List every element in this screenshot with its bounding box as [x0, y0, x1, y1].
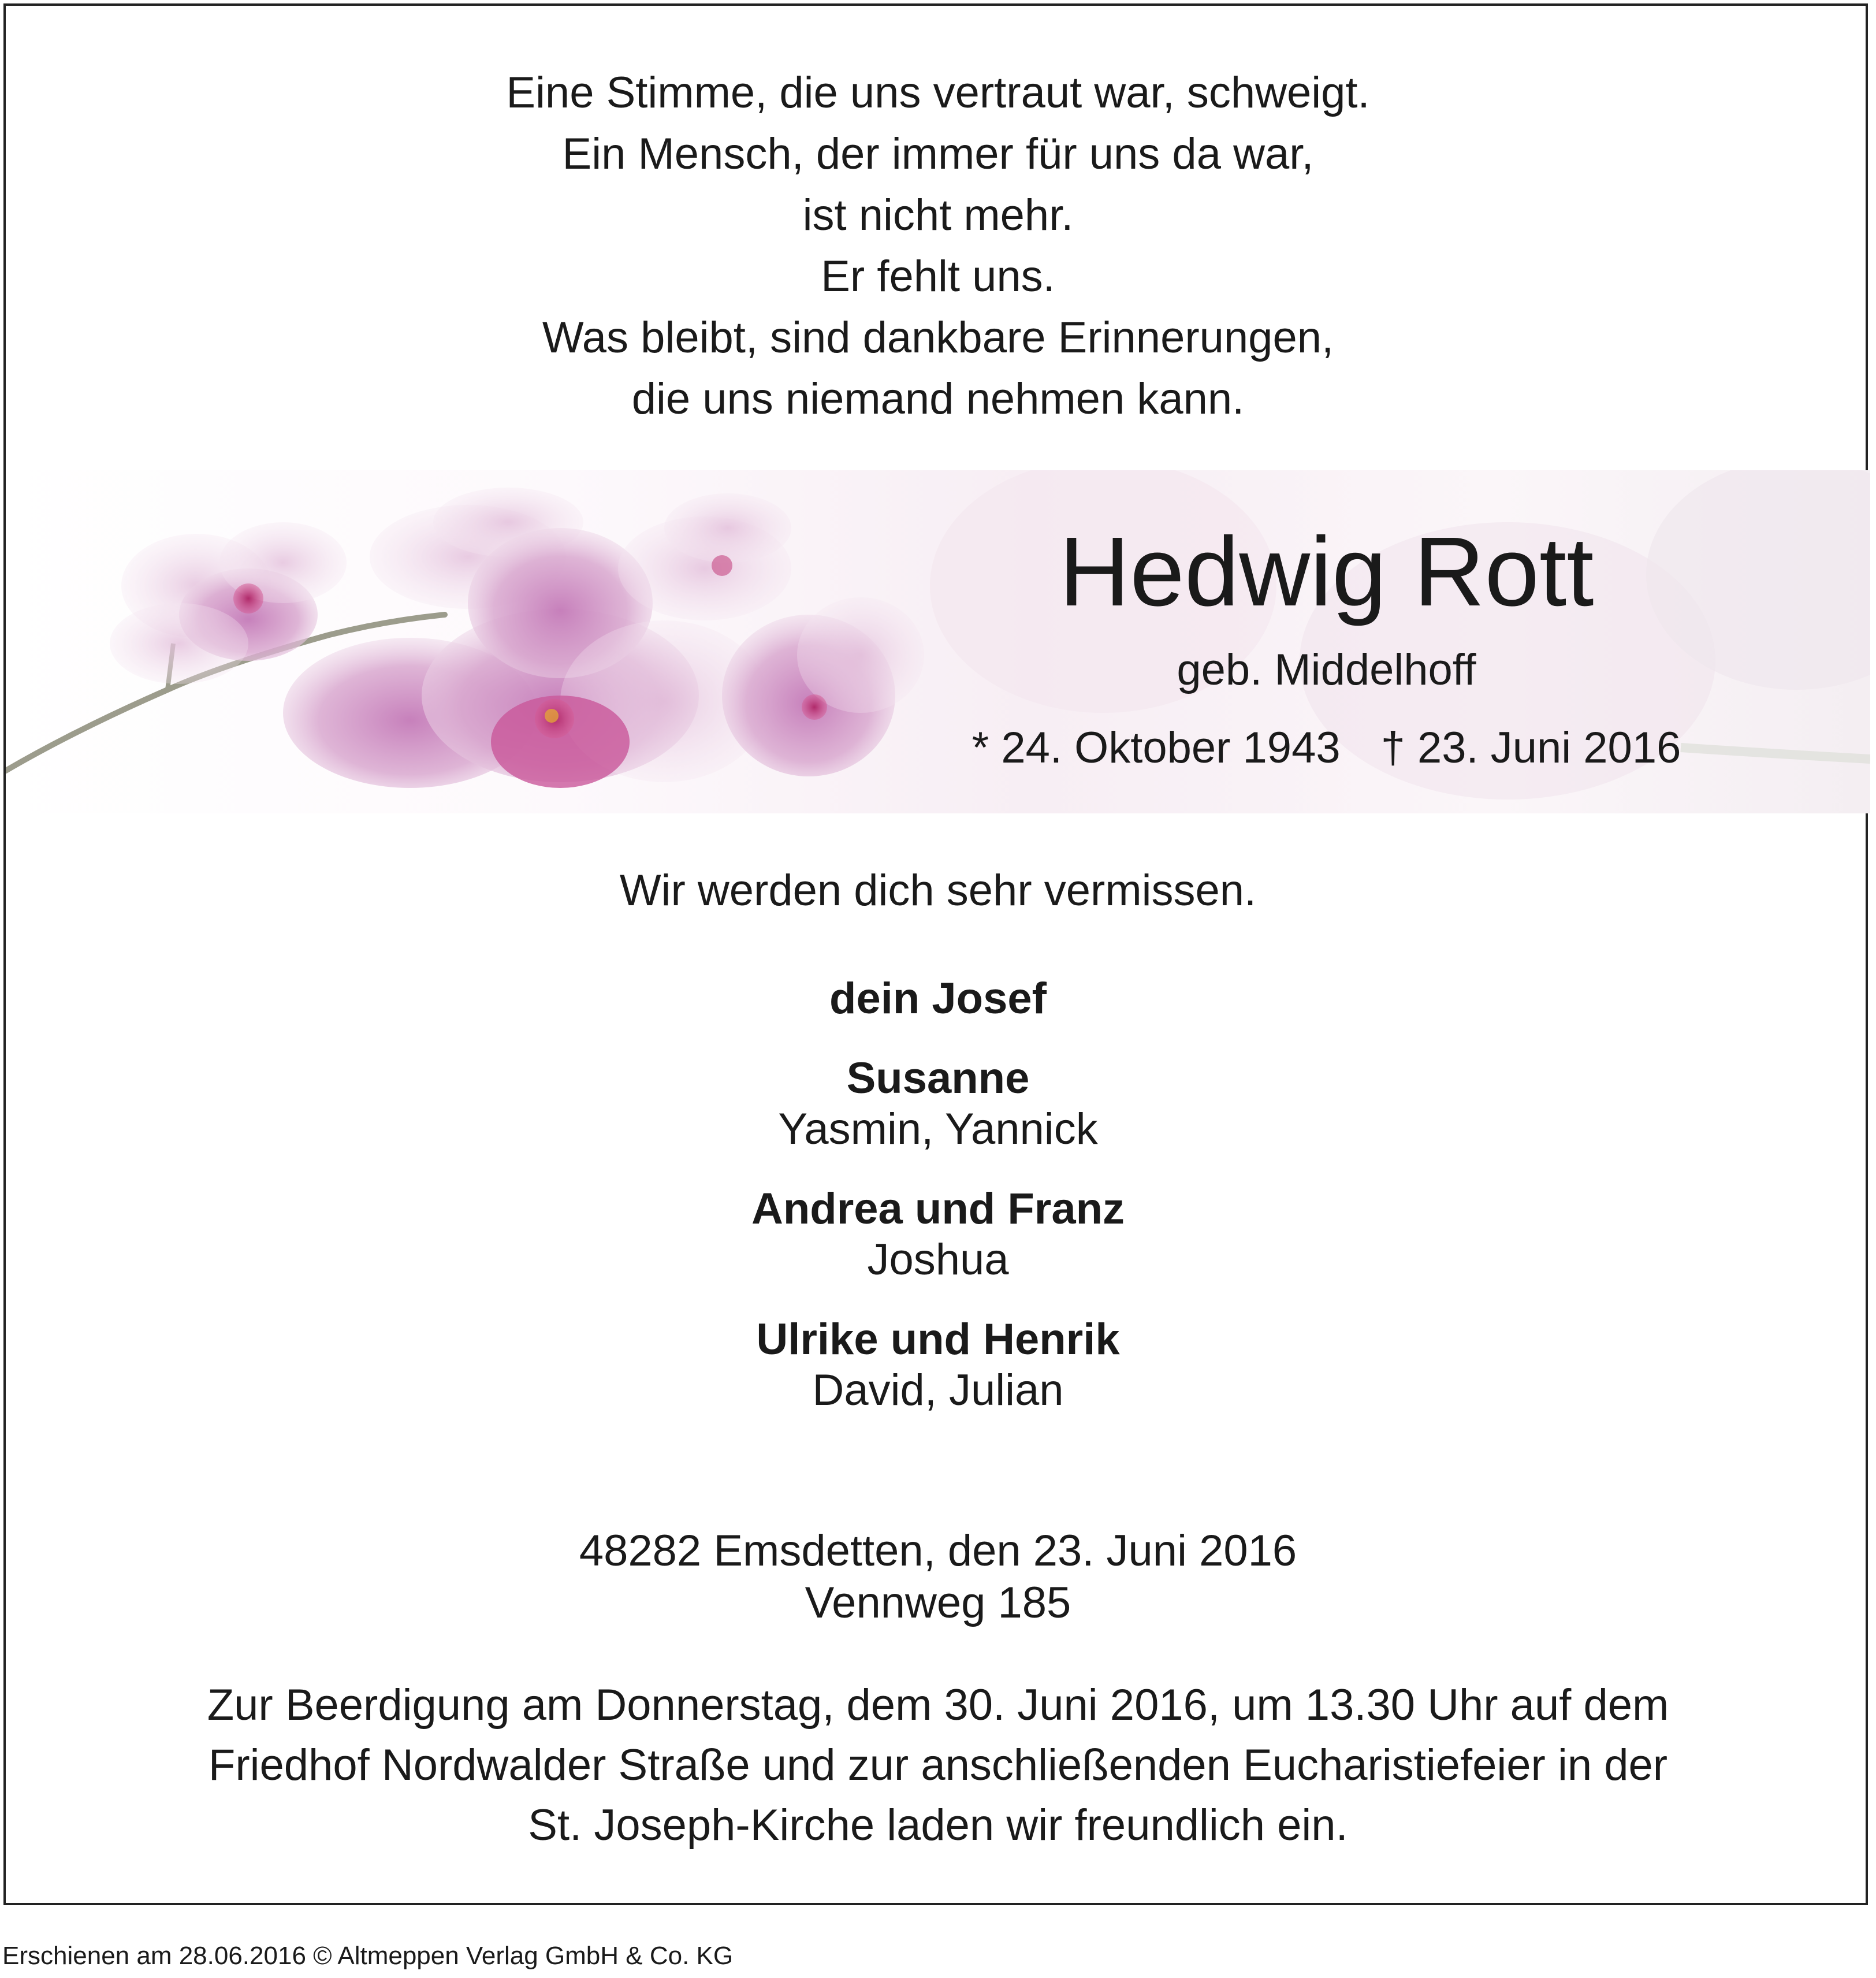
signer-main: Andrea und Franz — [751, 1184, 1125, 1233]
signer-sub: David, Julian — [812, 1366, 1064, 1415]
poem-line: Er fehlt uns. — [821, 252, 1055, 301]
signer-main: Susanne — [846, 1054, 1030, 1103]
address-line: Vennweg 185 — [805, 1578, 1071, 1627]
signer-group — [0, 1314, 1876, 1416]
birth-date: * 24. Oktober 1943 — [972, 723, 1341, 772]
funeral-line: St. Joseph-Kirche laden wir freundlich ein. — [528, 1801, 1348, 1850]
poem — [0, 62, 1876, 430]
place-date — [0, 1525, 1876, 1629]
poem-line: Ein Mensch, der immer für uns da war, — [562, 129, 1314, 179]
signer-group — [0, 1184, 1876, 1285]
funeral-info — [0, 1675, 1876, 1856]
signer-group — [0, 973, 1876, 1024]
place-line: 48282 Emsdetten, den 23. Juni 2016 — [579, 1526, 1297, 1575]
signer-sub: Yasmin, Yannick — [778, 1105, 1098, 1154]
signer-main: dein Josef — [829, 974, 1047, 1023]
poem-line: ist nicht mehr. — [802, 191, 1074, 240]
poem-line: Was bleibt, sind dankbare Erinnerungen, — [542, 313, 1334, 362]
signer-sub: Joshua — [867, 1235, 1009, 1284]
poem-line: die uns niemand nehmen kann. — [631, 374, 1245, 423]
signer-group — [0, 1053, 1876, 1155]
life-dates — [751, 719, 1876, 777]
poem-line: Eine Stimme, die uns vertraut war, schweigt. — [506, 68, 1370, 117]
maiden-name: geb. Middelhoff — [1177, 645, 1476, 694]
signer-main: Ulrike und Henrik — [756, 1315, 1120, 1364]
deceased-name: Hedwig Rott — [1059, 517, 1594, 627]
death-date: † 23. Juni 2016 — [1380, 723, 1681, 772]
publication-footer: Erschienen am 28.06.2016 © Altmeppen Verlag GmbH & Co. KG — [2, 1942, 734, 1970]
funeral-line: Friedhof Nordwalder Straße und zur anschließenden Eucharistiefeier in der — [208, 1741, 1668, 1790]
funeral-line: Zur Beerdigung am Donnerstag, dem 30. Juni 2016, um 13.30 Uhr auf dem — [207, 1680, 1669, 1730]
signers — [0, 973, 1876, 1445]
farewell-message: Wir werden dich sehr vermissen. — [619, 866, 1257, 915]
